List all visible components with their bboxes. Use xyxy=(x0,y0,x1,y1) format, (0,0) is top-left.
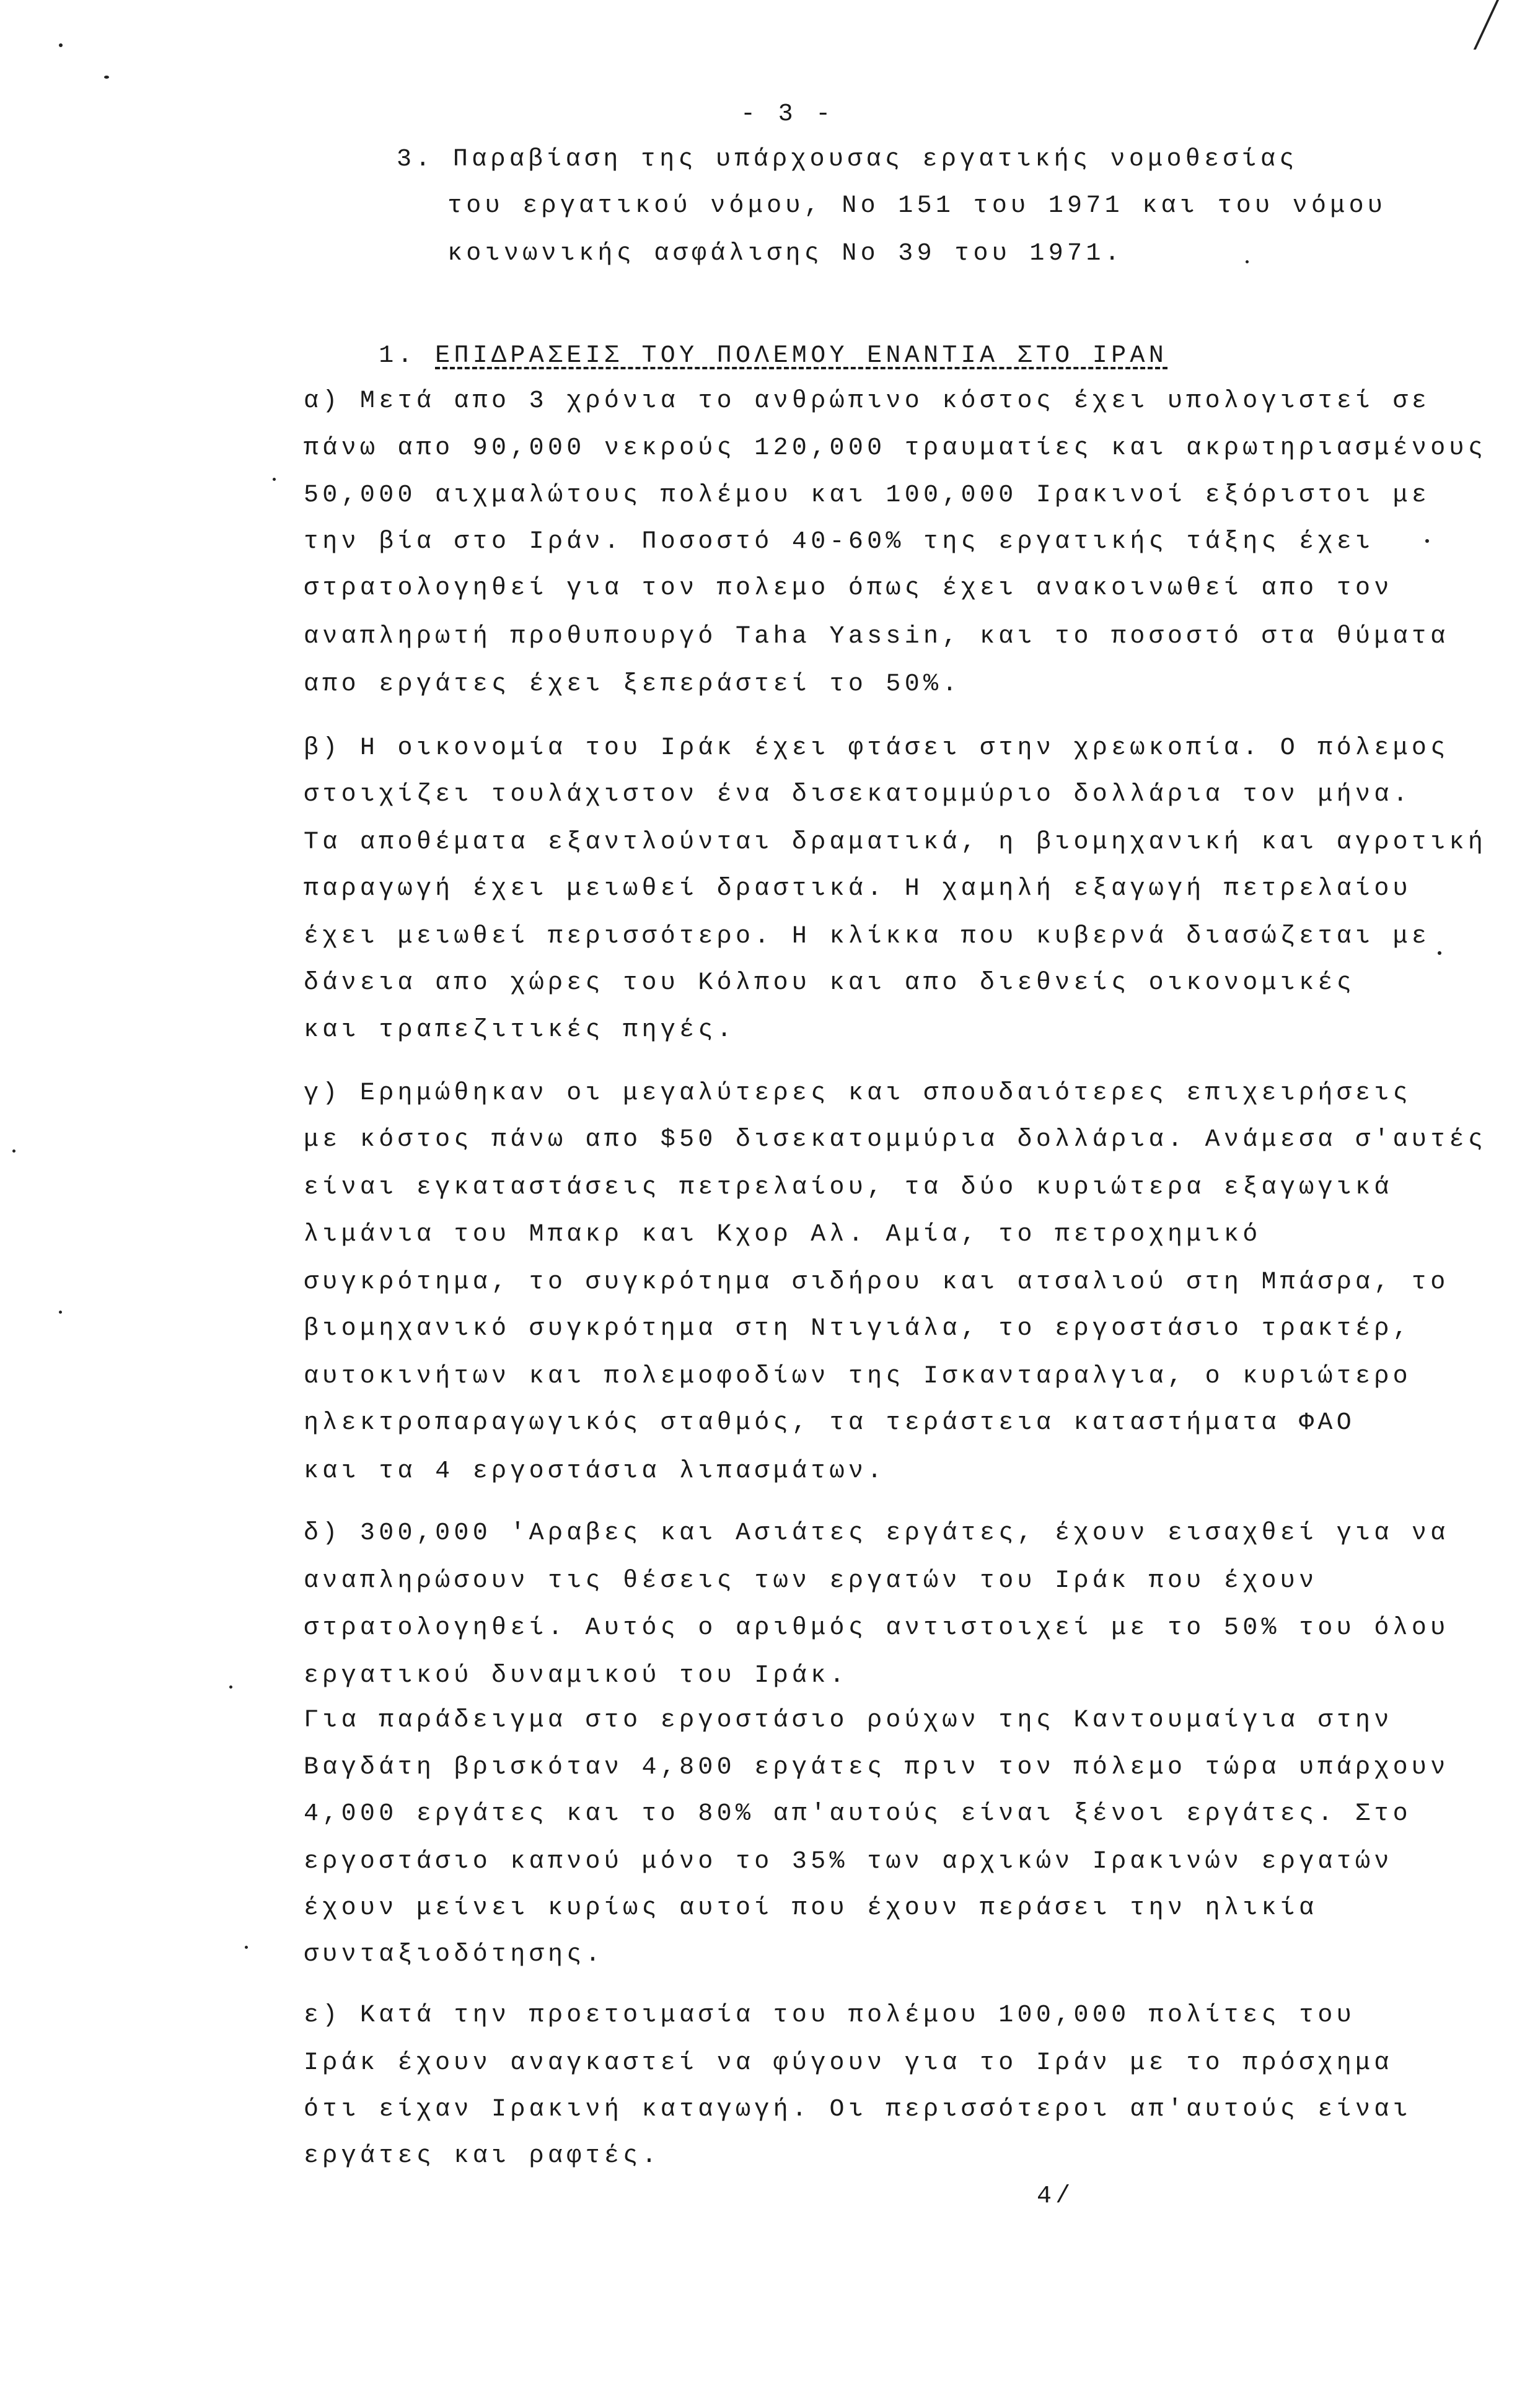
continuation-marker: 4/ xyxy=(1037,2182,1075,2210)
section-heading-number: 1. xyxy=(379,342,416,370)
paragraph-line: Τα αποθέματα εξαντλούνται δραματικά, η βιομηχανική και αγροτική xyxy=(304,828,1487,856)
paragraph-line: απο εργάτες έχει ξεπεράστεί το 50%. xyxy=(304,670,961,698)
paragraph-line: αναπληρωτή προθυπουργό Taha Yassin, και το ποσοστό στα θύματα xyxy=(304,623,1449,651)
paragraph-line: 4,000 εργάτες και το 80% απ'αυτούς είναι ξένοι εργάτες. Στο xyxy=(304,1800,1412,1828)
intro-line: κοινωνικής ασφάλισης No 39 του 1971. xyxy=(447,240,1123,268)
page-number: - 3 - xyxy=(741,100,835,128)
paragraph-line: και τα 4 εργοστάσια λιπασμάτων. xyxy=(304,1457,886,1485)
scan-speck xyxy=(245,1946,248,1949)
paragraph-line: 50,000 αιχμαλώτους πολέμου και 100,000 Ιρακινοί εξόριστοι με xyxy=(304,481,1431,509)
scan-corner-mark xyxy=(1474,0,1530,50)
paragraph-line: στοιχίζει τουλάχιστον ένα δισεκατομμύριο δολλάρια τον μήνα. xyxy=(304,781,1412,809)
paragraph-line: εργάτες και ραφτές. xyxy=(304,2142,661,2170)
paragraph-line: ότι είχαν Ιρακινή καταγωγή. Οι περισσότεροι απ'αυτούς είναι xyxy=(304,2096,1412,2124)
paragraph-line: πάνω απο 90,000 νεκρούς 120,000 τραυματίες και ακρωτηριασμένους xyxy=(304,434,1487,462)
scan-speck xyxy=(1425,539,1429,543)
paragraph-line: βιομηχανικό συγκρότημα στη Ντιγιάλα, το εργοστάσιο τρακτέρ, xyxy=(304,1315,1412,1343)
scan-speck xyxy=(1246,260,1249,263)
paragraph-line: συνταξιοδότησης. xyxy=(304,1941,604,1969)
scan-speck xyxy=(104,76,109,79)
scan-speck xyxy=(59,43,63,47)
intro-line: του εργατικού νόμου, No 151 του 1971 και του νόμου xyxy=(447,192,1387,220)
paragraph-line: συγκρότημα, το συγκρότημα σιδήρου και ατσαλιού στη Μπάσρα, το xyxy=(304,1268,1449,1296)
paragraph-line: Βαγδάτη βρισκόταν 4,800 εργάτες πριν τον πόλεμο τώρα υπάρχουν xyxy=(304,1754,1449,1782)
scan-speck xyxy=(229,1685,232,1689)
paragraph-line: α) Μετά απο 3 χρόνια το ανθρώπινο κόστος έχει υπολογιστεί σε xyxy=(304,387,1431,415)
paragraph-line: με κόστος πάνω απο $50 δισεκατομμύρια δολλάρια. Ανάμεσα σ'αυτές xyxy=(304,1126,1487,1154)
paragraph-line: την βία στο Ιράν. Ποσοστό 40-60% της εργατικής τάξης έχει xyxy=(304,528,1374,556)
scan-speck xyxy=(1438,951,1441,955)
paragraph-line: έχει μειωθεί περισσότερο. Η κλίκκα που κυβερνά διασώζεται με xyxy=(304,923,1431,951)
paragraph-line: δ) 300,000 'Αραβες και Ασιάτες εργάτες, έχουν εισαχθεί για να xyxy=(304,1519,1449,1547)
paragraph-line: λιμάνια του Μπακρ και Κχορ Αλ. Αμία, το πετροχημικό xyxy=(304,1221,1262,1249)
paragraph-line: αυτοκινήτων και πολεμοφοδίων της Ισκανταραλγια, ο κυριώτερο xyxy=(304,1363,1412,1391)
paragraph-line: και τραπεζιτικές πηγές. xyxy=(304,1016,736,1044)
paragraph-line: αναπληρώσουν τις θέσεις των εργατών του Ιράκ που έχουν xyxy=(304,1567,1318,1595)
paragraph-line: εργοστάσιο καπνού μόνο το 35% των αρχικών Ιρακινών εργατών xyxy=(304,1848,1393,1876)
paragraph-line: έχουν μείνει κυρίως αυτοί που έχουν περάσει την ηλικία xyxy=(304,1894,1318,1922)
paragraph-line: β) Η οικονομία του Ιράκ έχει φτάσει στην χρεωκοπία. Ο πόλεμος xyxy=(304,734,1449,762)
scan-speck xyxy=(59,1311,62,1314)
paragraph-line: γ) Ερημώθηκαν οι μεγαλύτερες και σπουδαιότερες επιχειρήσεις xyxy=(304,1079,1412,1107)
section-heading-text: ΕΠΙΔΡΑΣΕΙΣ ΤΟΥ ΠΟΛΕΜΟΥ ΕΝΑΝΤΙΑ ΣΤΟ ΙΡΑΝ xyxy=(435,342,1167,370)
intro-line: 3. Παραβίαση της υπάρχουσας εργατικής νομοθεσίας xyxy=(397,146,1298,174)
paragraph-line: είναι εγκαταστάσεις πετρελαίου, τα δύο κυριώτερα εξαγωγικά xyxy=(304,1174,1393,1202)
scan-speck xyxy=(12,1149,15,1153)
paragraph-line: στρατολογηθεί για τον πολεμο όπως έχει ανακοινωθεί απο τον xyxy=(304,574,1393,602)
paragraph-line: Ιράκ έχουν αναγκαστεί να φύγουν για το Ιράν με το πρόσχημα xyxy=(304,2049,1393,2077)
paragraph-line: ηλεκτροπαραγωγικός σταθμός, τα τεράστεια καταστήματα ΦΑΟ xyxy=(304,1409,1356,1437)
paragraph-line: εργατικού δυναμικού του Ιράκ. xyxy=(304,1662,848,1690)
paragraph-line: παραγωγή έχει μειωθεί δραστικά. Η χαμηλή εξαγωγή πετρελαίου xyxy=(304,875,1412,903)
paragraph-line: στρατολογηθεί. Αυτός ο αριθμός αντιστοιχεί με το 50% του όλου xyxy=(304,1614,1449,1642)
paragraph-line: ε) Κατά την προετοιμασία του πολέμου 100,000 πολίτες του xyxy=(304,2002,1356,2029)
paragraph-line: Για παράδειγμα στο εργοστάσιο ρούχων της Καντουμαίγια στην xyxy=(304,1707,1393,1734)
paragraph-line: δάνεια απο χώρες του Κόλπου και απο διεθνείς οικονομικές xyxy=(304,969,1356,997)
scan-speck xyxy=(273,478,276,481)
